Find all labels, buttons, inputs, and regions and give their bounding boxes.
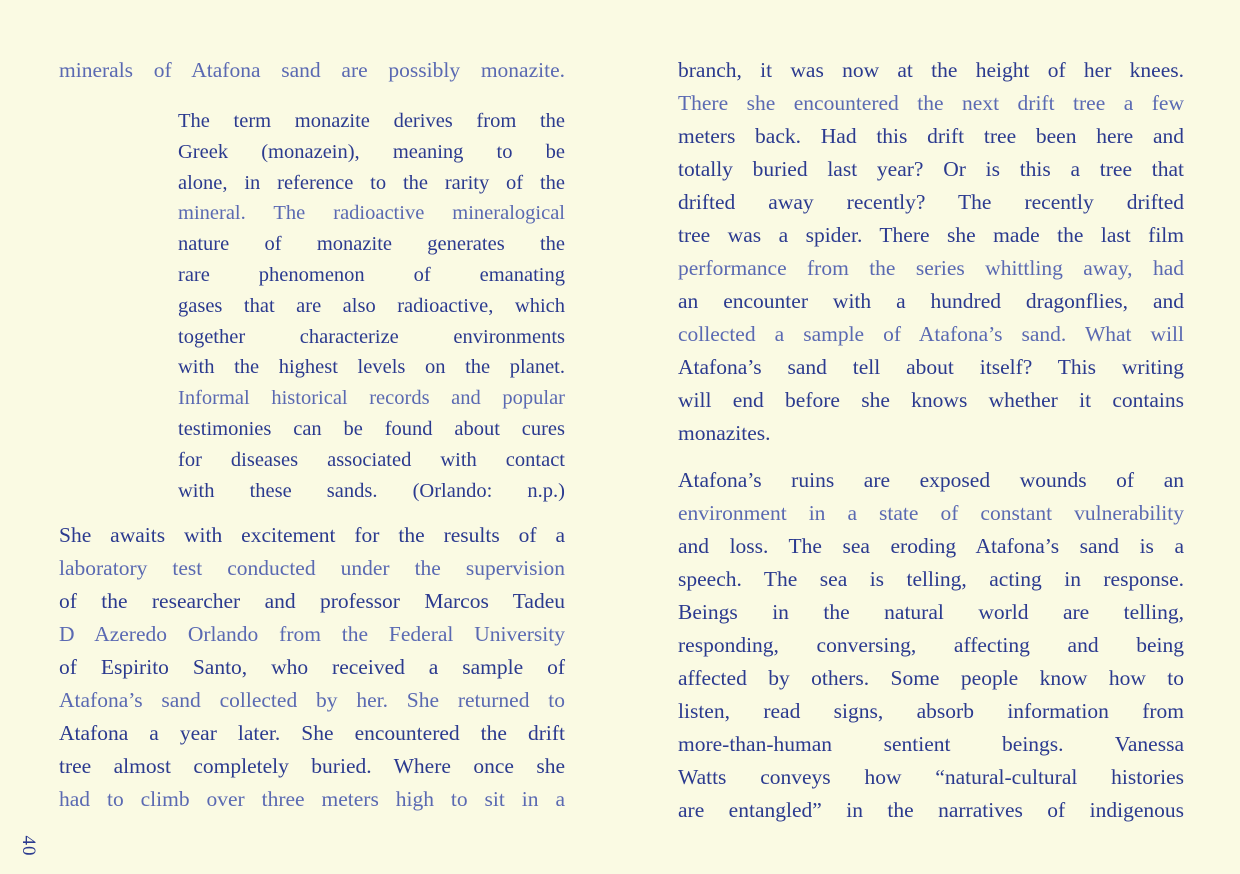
text-line: and loss. The sea eroding Atafona’s sand is a [678, 534, 1184, 558]
text-line: testimonies can be found about cures [178, 417, 565, 440]
text-line: of Espirito Santo, who received a sample of [59, 655, 565, 680]
text-line: are entangled” in the narratives of indigenous [678, 798, 1184, 822]
text-line: an encounter with a hundred dragonflies, and [678, 289, 1184, 313]
text-line: monazites. [678, 421, 771, 445]
text-line: of the researcher and professor Marcos Tadeu [59, 589, 565, 614]
left-column [59, 54, 565, 816]
text-line: mineral. The radioactive mineralogical [178, 202, 565, 225]
paragraph [59, 519, 565, 816]
text-line: together characterize environments [178, 325, 565, 348]
text-line: with these sands. (Orlando: n.p.) [178, 479, 565, 502]
paragraph [678, 54, 1184, 450]
paragraph [678, 464, 1184, 827]
text-line: The term monazite derives from the [178, 110, 565, 132]
text-line: more-than-human sentient beings. Vanessa [678, 732, 1184, 756]
text-line: drifted away recently? The recently drifted [678, 190, 1184, 214]
text-line: Beings in the natural world are telling, [678, 600, 1184, 624]
text-line: Watts conveys how “natural-cultural histories [678, 765, 1184, 789]
text-line: speech. The sea is telling, acting in response. [678, 567, 1184, 591]
text-line: minerals of Atafona sand are possibly monazite. [59, 58, 565, 82]
paragraph [59, 54, 565, 87]
text-line: Atafona’s sand tell about itself? This writing [678, 355, 1184, 379]
text-line: nature of monazite generates the [178, 233, 565, 256]
text-line: D Azeredo Orlando from the Federal University [59, 622, 565, 647]
text-line: affected by others. Some people know how to [678, 666, 1184, 690]
text-line: tree was a spider. There she made the last film [678, 223, 1184, 247]
text-line: had to climb over three meters high to sit in a [59, 787, 565, 812]
blockquote [178, 106, 565, 506]
text-line: will end before she knows whether it contains [678, 388, 1184, 412]
text-line: performance from the series whittling away, had [678, 256, 1184, 280]
text-line: She awaits with excitement for the results of a [59, 523, 565, 548]
text-line: Atafona’s sand collected by her. She returned to [59, 688, 565, 713]
text-line: branch, it was now at the height of her knees. [678, 58, 1184, 82]
right-column [678, 54, 1184, 827]
text-line: totally buried last year? Or is this a tree that [678, 157, 1184, 181]
text-line: meters back. Had this drift tree been here and [678, 124, 1184, 148]
text-line: laboratory test conducted under the supervision [59, 556, 565, 581]
text-line: alone, in reference to the rarity of the [178, 171, 565, 194]
text-line: Greek (monazein), meaning to be [178, 140, 565, 163]
text-line: collected a sample of Atafona’s sand. What will [678, 322, 1184, 346]
page-number: 40 [18, 835, 39, 857]
text-line: rare phenomenon of emanating [178, 263, 565, 286]
text-line: for diseases associated with contact [178, 448, 565, 471]
text-line: environment in a state of constant vulnerability [678, 501, 1184, 525]
text-line: gases that are also radioactive, which [178, 294, 565, 317]
text-line: with the highest levels on the planet. [178, 356, 565, 379]
text-line: Atafona a year later. She encountered the drift [59, 721, 565, 746]
text-line: listen, read signs, absorb information from [678, 699, 1184, 723]
text-line: responding, conversing, affecting and being [678, 633, 1184, 657]
text-line: There she encountered the next drift tree a few [678, 91, 1184, 115]
text-line: Atafona’s ruins are exposed wounds of an [678, 468, 1184, 492]
text-line: Informal historical records and popular [178, 387, 565, 410]
text-line: tree almost completely buried. Where once she [59, 754, 565, 779]
